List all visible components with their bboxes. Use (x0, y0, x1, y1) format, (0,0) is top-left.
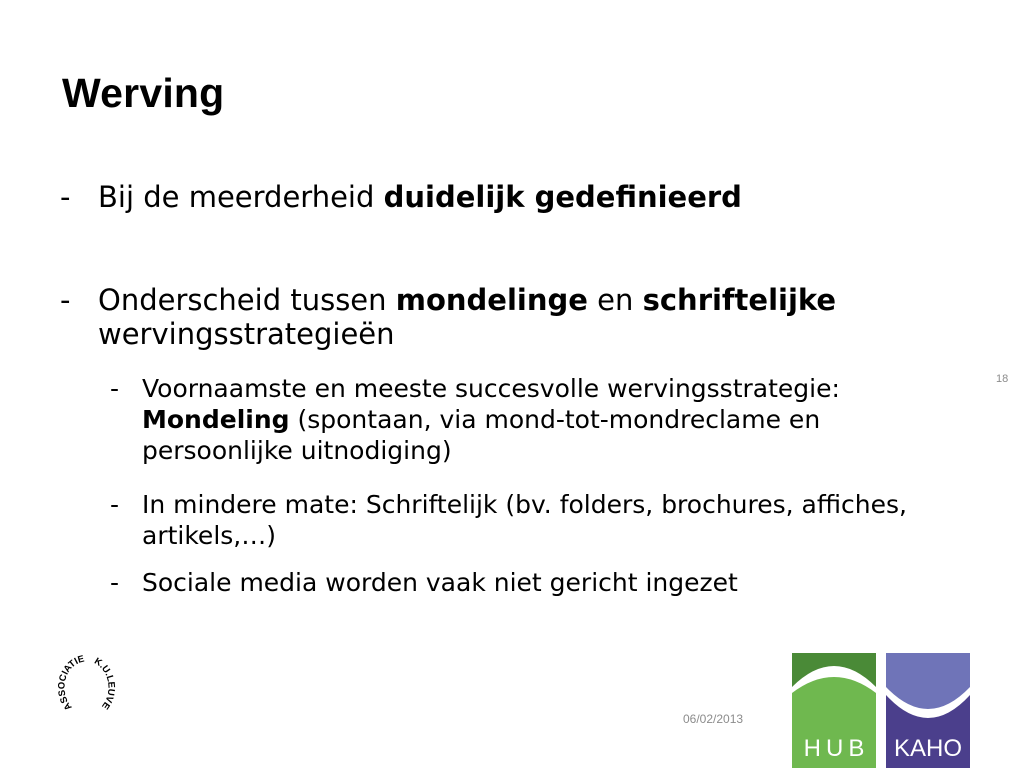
kaho-logo-label: KAHO (893, 735, 962, 762)
bullet-text-run: Onderscheid tussen (98, 283, 396, 317)
bullet-text (142, 567, 940, 598)
hub-logo (792, 653, 876, 768)
bullet-1 (60, 180, 960, 214)
bullet-text-run: wervingsstrategieën (98, 317, 395, 351)
bullet-dash: - (60, 180, 71, 214)
bullet-dash: - (110, 568, 120, 597)
sub-bullet-3 (110, 567, 940, 598)
page-number: 18 (996, 373, 1009, 385)
bullet-text-bold: schriftelijke (642, 283, 837, 317)
svg-text:K.U.LEUVEN: K.U.LEUVE (92, 655, 117, 712)
bullet-text (98, 180, 960, 214)
bullet-dash: - (110, 490, 120, 519)
bullet-text-bold: duidelijk gedefinieerd (383, 180, 742, 214)
slide-title: Werving (62, 70, 225, 116)
sub-bullet-1 (110, 373, 940, 466)
bullet-text-bold: Mondeling (142, 405, 290, 434)
bullet-2 (60, 283, 960, 351)
kaho-logo (886, 653, 970, 768)
bullet-text-run: en (587, 283, 643, 317)
bullet-text-bold: mondelinge (395, 283, 588, 317)
bullet-text-run: Voornaamste en meeste succesvolle wervingsstrategie: (142, 374, 840, 403)
svg-text:ASSOCIATIE: ASSOCIATIE (56, 653, 86, 713)
bullet-text (142, 489, 940, 551)
bullet-text (98, 283, 960, 351)
slide-date: 06/02/2013 (683, 712, 744, 726)
bullet-text-run: In mindere mate: Schriftelijk (bv. folders, brochures, affiches, artikels,…) (142, 490, 907, 550)
bullet-text-run: Bij de meerderheid (98, 180, 384, 214)
bullet-text-run: (spontaan, via mond-tot-mondreclame en persoonlijke uitnodiging) (142, 405, 821, 465)
bullet-dash: - (110, 374, 120, 403)
bullet-dash: - (60, 283, 71, 317)
bullet-text-run: Sociale media worden vaak niet gericht ingezet (142, 568, 738, 597)
associatie-kuleuven-logo (56, 646, 118, 720)
sub-bullet-2 (110, 489, 940, 551)
hub-logo-label: HUB (803, 735, 870, 762)
bullet-text (142, 373, 940, 466)
